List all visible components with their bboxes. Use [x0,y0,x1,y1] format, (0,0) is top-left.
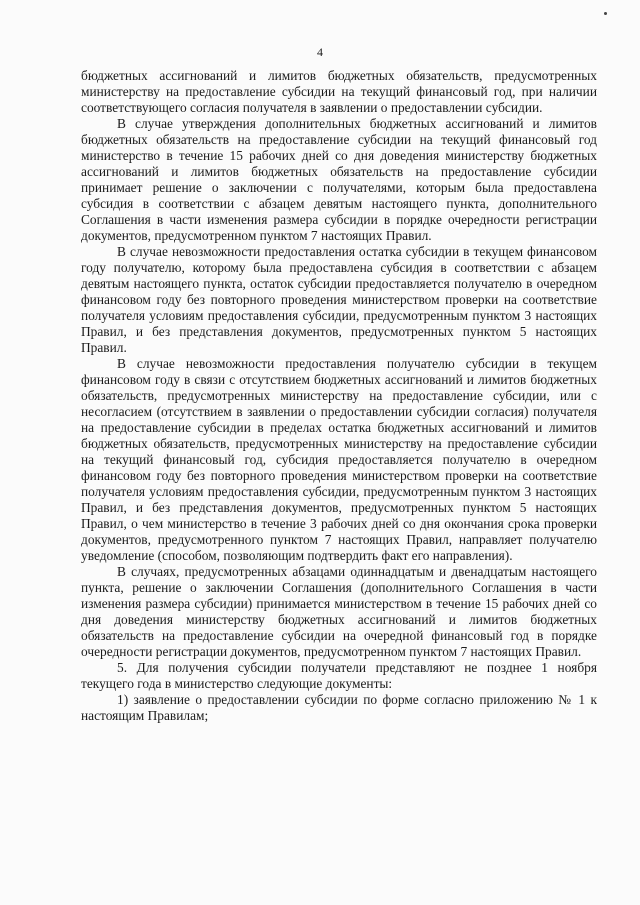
scan-speck [604,12,607,15]
list-item-1: 1) заявление о предоставлении субсидии по форме согласно приложению № 1 к настоящим Правилам; [81,692,597,723]
paragraph: В случае утверждения дополнительных бюджетных ассигнований и лимитов бюджетных обязательств на предоставление субсидии на текущий финансовый год министерство в течение 15 рабочих дней со дня доведения министерству бюджетных ассигнований и лимитов бюджетных обязательств на предоставление субсидии принимает решение о заключении с получателями, которым была предоставлена субсидия в соответствии с абзацем девятым настоящего пункта, дополнительного Соглашения в части изменения размера субсидии в порядке очередности регистрации документов, предусмотренном пунктом 7 настоящих Правил. [81,116,597,243]
paragraph: В случае невозможности предоставления остатка субсидии в текущем финансовом году получателю, которому была предоставлена субсидия в соответствии с абзацем девятым настоящего пункта, остаток субсидии предоставляется получателю в очередном финансовом году без повторного проведения министерством проверки на соответствие получателя условиям предоставления субсидии, предусмотренным пунктом 3 настоящих Правил, и без представления документов, предусмотренных пунктом 5 настоящих Правил. [81,244,597,355]
page-number: 4 [317,45,323,59]
paragraph-section-5: 5. Для получения субсидии получатели представляют не позднее 1 ноября текущего года в министерство следующие документы: [81,660,597,691]
document-body [81,68,597,724]
paragraph-continuation: бюджетных ассигнований и лимитов бюджетных обязательств, предусмотренных министерству на предоставление субсидии на текущий финансовый год, при наличии соответствующего согласия получателя в заявлении о предоставлении субсидии. [81,68,597,115]
paragraph: В случаях, предусмотренных абзацами одиннадцатым и двенадцатым настоящего пункта, решение о заключении Соглашения (дополнительного Соглашения в части изменения размера субсидии) принимается министерством в течение 15 рабочих дней со дня доведения министерству бюджетных ассигнований и лимитов бюджетных обязательств на предоставление субсидии на очередной финансовый год в порядке очередности регистрации документов, предусмотренном пунктом 7 настоящих Правил. [81,564,597,659]
paragraph: В случае невозможности предоставления получателю субсидии в текущем финансовом году в связи с отсутствием бюджетных ассигнований и лимитов бюджетных обязательств, предусмотренных министерству на предоставление субсидии, или с несогласием (отсутствием в заявлении о предоставлении субсидии согласия) получателя на предоставление субсидии в пределах остатка бюджетных ассигнований и лимитов бюджетных обязательств, предусмотренных министерству на предоставление субсидии на текущий финансовый год, субсидия предоставляется получателю в очередном финансовом году без повторного проведения министерством проверки на соответствие получателя условиям предоставления субсидии, предусмотренным пунктом 3 настоящих Правил, и без представления документов, предусмотренных пунктом 5 настоящих Правил, о чем министерство в течение 3 рабочих дней со дня окончания срока проверки документов, предусмотренного пунктом 7 настоящих Правил, направляет получателю уведомление (способом, позволяющим подтвердить факт его направления). [81,356,597,563]
